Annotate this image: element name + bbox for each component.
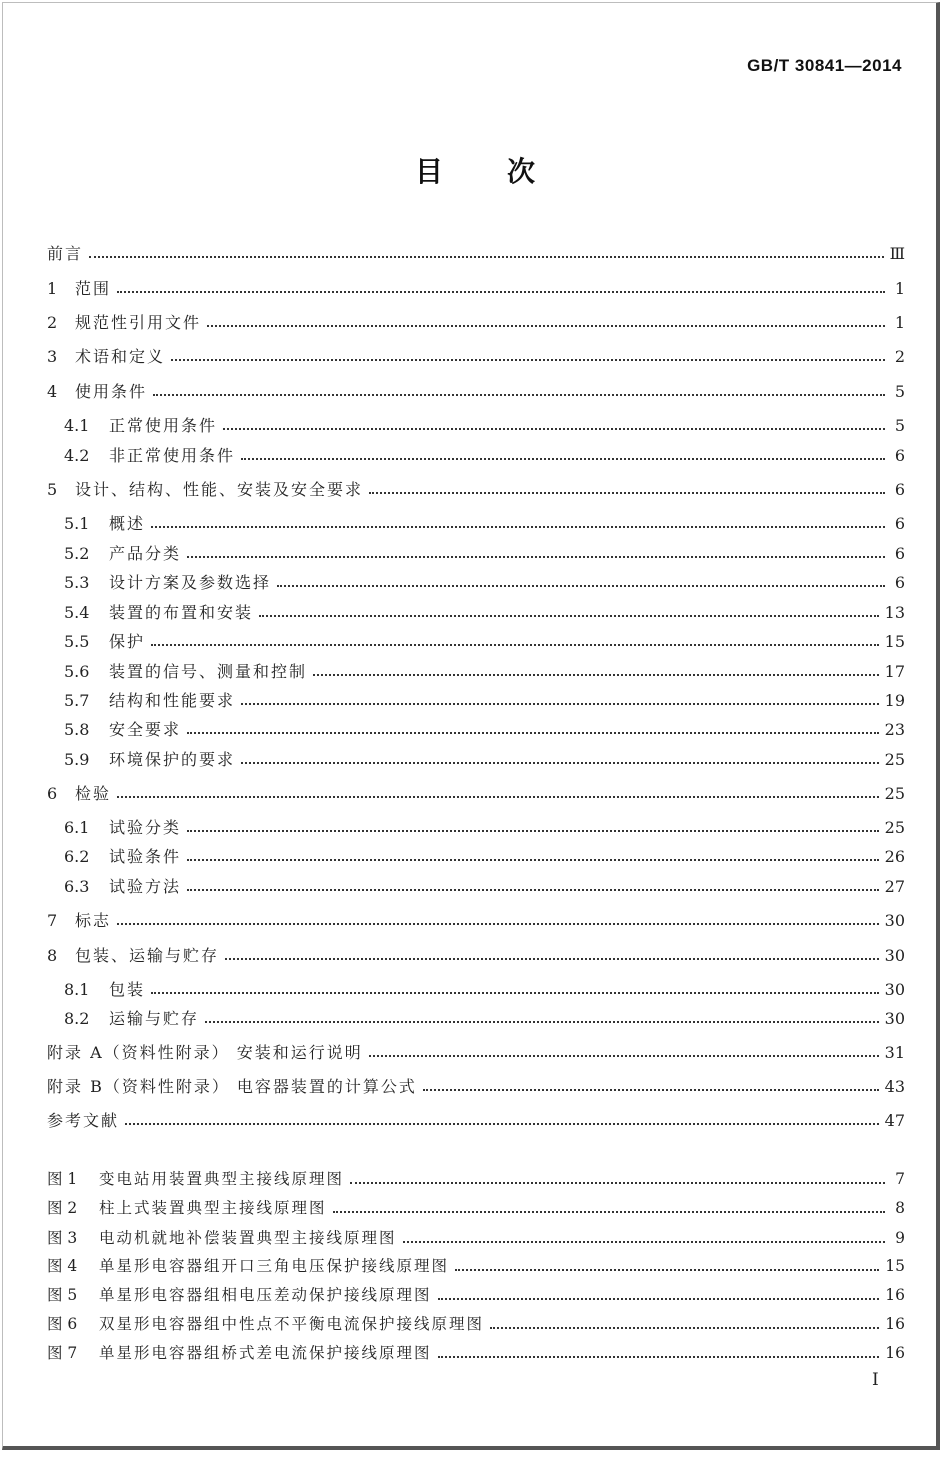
toc-entry[interactable] <box>47 908 905 932</box>
toc-entry-title: 结构和性能要求 <box>109 691 236 710</box>
toc-entry-number: 8.2 <box>64 1009 90 1028</box>
figure-title: 电动机就地补偿装置典型主接线原理图 <box>99 1229 397 1247</box>
toc-entry-title: 非正常使用条件 <box>109 446 236 465</box>
page-number: 23 <box>884 720 905 739</box>
dot-leader <box>350 1181 885 1184</box>
toc-entry[interactable] <box>64 747 905 771</box>
toc-entry-title: 设计、结构、性能、安装及安全要求 <box>75 480 364 499</box>
page-number: 47 <box>884 1111 905 1130</box>
page-number: 15 <box>884 632 905 651</box>
dot-leader <box>151 525 885 528</box>
page-number: 16 <box>885 1344 905 1362</box>
toc-entry-title: 检验 <box>75 784 112 803</box>
toc-entry[interactable] <box>47 943 905 967</box>
toc-entry-number: 5.8 <box>64 720 90 739</box>
toc-entry-number: 5.4 <box>64 603 90 622</box>
toc-entry-title: 设计方案及参数选择 <box>109 573 272 592</box>
dot-leader <box>187 731 879 734</box>
figure-number: 图 4 <box>47 1257 78 1275</box>
dot-leader <box>187 888 879 891</box>
toc-entry-number: 2 <box>47 313 58 332</box>
page-number: 17 <box>884 662 905 681</box>
toc-entry-number: 5 <box>47 480 58 499</box>
toc-entry-title: 附录 B（资料性附录） 电容器装置的计算公式 <box>47 1077 417 1096</box>
page-number: Ⅲ <box>889 244 905 263</box>
figure-number: 图 1 <box>47 1170 78 1188</box>
page-number: 8 <box>895 1199 905 1217</box>
page-number: 6 <box>894 573 905 592</box>
figure-entry[interactable] <box>47 1226 905 1250</box>
dot-leader <box>490 1326 879 1329</box>
figure-title: 双星形电容器组中性点不平衡电流保护接线原理图 <box>99 1315 485 1333</box>
toc-entry[interactable] <box>64 659 905 683</box>
dot-leader <box>153 393 885 396</box>
figure-number: 图 7 <box>47 1344 78 1362</box>
toc-entry[interactable] <box>64 629 905 653</box>
toc-entry-number: 8.1 <box>64 980 90 999</box>
dot-leader <box>151 991 879 994</box>
page-number: 25 <box>884 818 905 837</box>
page-number: 43 <box>884 1077 905 1096</box>
dot-leader <box>241 761 879 764</box>
dot-leader <box>187 829 879 832</box>
toc-entry[interactable] <box>64 443 905 467</box>
dot-leader <box>403 1240 885 1243</box>
toc-entry-title: 正常使用条件 <box>109 416 218 435</box>
dot-leader <box>223 427 885 430</box>
toc-entry-title: 安全要求 <box>109 720 182 739</box>
page-number: 31 <box>884 1043 905 1062</box>
dot-leader <box>259 614 879 617</box>
toc-entry-title: 概述 <box>109 514 146 533</box>
page-number: 6 <box>894 544 905 563</box>
toc-entry-number: 3 <box>47 347 58 366</box>
standard-number: GB/T 30841—2014 <box>747 56 902 75</box>
toc-entry-title: 前言 <box>47 244 84 263</box>
dot-leader <box>333 1210 885 1213</box>
toc-entry[interactable] <box>64 815 905 839</box>
figure-title: 单星形电容器组相电压差动保护接线原理图 <box>99 1286 432 1304</box>
dot-leader <box>225 957 879 960</box>
toc-entry-title: 装置的布置和安装 <box>109 603 254 622</box>
toc-entry-number: 5.6 <box>64 662 90 681</box>
toc-entry[interactable] <box>64 688 905 712</box>
toc-entry[interactable] <box>47 276 905 300</box>
page-number: 30 <box>884 1009 905 1028</box>
figure-entry[interactable] <box>47 1196 905 1220</box>
figure-number: 图 5 <box>47 1286 78 1304</box>
page-number: 15 <box>885 1257 905 1275</box>
toc-entry-title: 范围 <box>75 279 112 298</box>
toc-entry-title: 试验条件 <box>109 847 182 866</box>
figure-entry[interactable] <box>47 1167 905 1191</box>
page-number: 9 <box>895 1229 905 1247</box>
page-folio: I <box>872 1370 879 1390</box>
page-number: 6 <box>894 446 905 465</box>
toc-entry-title: 产品分类 <box>109 544 182 563</box>
dot-leader <box>117 290 885 293</box>
page-number: 19 <box>884 691 905 710</box>
page-number: 25 <box>884 750 905 769</box>
toc-entry-title: 规范性引用文件 <box>75 313 202 332</box>
toc-entry-title: 保护 <box>109 632 146 651</box>
toc-entry[interactable] <box>64 977 905 1001</box>
toc-entry[interactable] <box>64 413 905 437</box>
toc-entry-number: 6.1 <box>64 818 90 837</box>
toc-entry[interactable] <box>47 781 905 805</box>
dot-leader <box>117 922 879 925</box>
dot-leader <box>171 358 885 361</box>
toc-entry[interactable] <box>64 570 905 594</box>
dot-leader <box>369 1054 879 1057</box>
page-number: 6 <box>894 514 905 533</box>
dot-leader <box>241 457 885 460</box>
toc-entry-title: 运输与贮存 <box>109 1009 200 1028</box>
toc-entry[interactable] <box>47 1108 905 1132</box>
toc-entry-number: 6 <box>47 784 58 803</box>
page-number: 13 <box>884 603 905 622</box>
toc-entry[interactable] <box>64 874 905 898</box>
page-number: 30 <box>884 911 905 930</box>
page-number: 1 <box>894 279 905 298</box>
page-number: 1 <box>894 313 905 332</box>
toc-entry-number: 6.3 <box>64 877 90 896</box>
dot-leader <box>117 795 879 798</box>
toc-entry[interactable] <box>47 1074 905 1098</box>
dot-leader <box>438 1355 880 1358</box>
page-number: 27 <box>884 877 905 896</box>
dot-leader <box>277 584 885 587</box>
toc-entry-number: 4.2 <box>64 446 90 465</box>
toc-entry-number: 4 <box>47 382 58 401</box>
dot-leader <box>369 491 885 494</box>
dot-leader <box>207 324 885 327</box>
toc-entry-number: 5.2 <box>64 544 90 563</box>
figure-entry[interactable] <box>47 1283 905 1307</box>
page-number: 16 <box>885 1286 905 1304</box>
dot-leader <box>205 1020 879 1023</box>
dot-leader <box>187 555 885 558</box>
page-number: 16 <box>885 1315 905 1333</box>
figure-title: 单星形电容器组开口三角电压保护接线原理图 <box>99 1257 450 1275</box>
toc-entry-title: 包装 <box>109 980 146 999</box>
page-title: 目次 <box>414 155 599 188</box>
page-number: 30 <box>884 946 905 965</box>
toc-entry[interactable] <box>47 310 905 334</box>
toc-entry[interactable] <box>47 379 905 403</box>
figure-number: 图 3 <box>47 1229 78 1247</box>
toc-entry-title: 包装、运输与贮存 <box>75 946 220 965</box>
toc-entry[interactable] <box>64 511 905 535</box>
toc-entry-number: 5.1 <box>64 514 90 533</box>
page-number: 6 <box>894 480 905 499</box>
toc-entry[interactable] <box>64 1006 905 1030</box>
toc-entry-number: 5.5 <box>64 632 90 651</box>
toc-entry-number: 7 <box>47 911 58 930</box>
figure-number: 图 2 <box>47 1199 78 1217</box>
toc-entry[interactable] <box>47 477 905 501</box>
dot-leader <box>241 702 879 705</box>
figure-number: 图 6 <box>47 1315 78 1333</box>
toc-entry[interactable] <box>64 541 905 565</box>
toc-entry-title: 试验分类 <box>109 818 182 837</box>
page-number: 5 <box>894 382 905 401</box>
dot-leader <box>455 1268 879 1271</box>
page-number: 25 <box>884 784 905 803</box>
toc-entry-number: 8 <box>47 946 58 965</box>
toc-entry-number: 4.1 <box>64 416 90 435</box>
toc-entry-title: 参考文献 <box>47 1111 120 1130</box>
toc-entry[interactable] <box>64 600 905 624</box>
toc-entry-title: 附录 A（资料性附录） 安装和运行说明 <box>47 1043 363 1062</box>
figure-entry[interactable] <box>47 1341 905 1365</box>
toc-entry[interactable] <box>64 717 905 741</box>
figure-entry[interactable] <box>47 1312 905 1336</box>
page-number: 30 <box>884 980 905 999</box>
toc-entry-title: 环境保护的要求 <box>109 750 236 769</box>
toc-entry[interactable] <box>64 844 905 868</box>
toc-entry[interactable] <box>47 241 905 265</box>
toc-entry-title: 试验方法 <box>109 877 182 896</box>
toc-entry-title: 标志 <box>75 911 112 930</box>
dot-leader <box>151 643 879 646</box>
toc-entry[interactable] <box>47 1040 905 1064</box>
figure-title: 柱上式装置典型主接线原理图 <box>99 1199 327 1217</box>
toc-entry-number: 1 <box>47 279 58 298</box>
toc-entry-title: 使用条件 <box>75 382 148 401</box>
dot-leader <box>125 1122 879 1125</box>
toc-entry-number: 5.9 <box>64 750 90 769</box>
figure-title: 单星形电容器组桥式差电流保护接线原理图 <box>99 1344 432 1362</box>
page-number: 2 <box>894 347 905 366</box>
toc-entry-number: 5.3 <box>64 573 90 592</box>
figure-entry[interactable] <box>47 1254 905 1278</box>
toc-entry[interactable] <box>47 344 905 368</box>
dot-leader <box>423 1088 879 1091</box>
figure-title: 变电站用装置典型主接线原理图 <box>99 1170 345 1188</box>
toc-entry-number: 6.2 <box>64 847 90 866</box>
dot-leader <box>438 1297 880 1300</box>
page-number: 5 <box>894 416 905 435</box>
page-number: 26 <box>884 847 905 866</box>
page-number: 7 <box>895 1170 905 1188</box>
dot-leader <box>187 858 879 861</box>
dot-leader <box>313 673 879 676</box>
toc-entry-title: 装置的信号、测量和控制 <box>109 662 308 681</box>
toc-entry-number: 5.7 <box>64 691 90 710</box>
dot-leader <box>89 255 884 258</box>
toc-entry-title: 术语和定义 <box>75 347 166 366</box>
